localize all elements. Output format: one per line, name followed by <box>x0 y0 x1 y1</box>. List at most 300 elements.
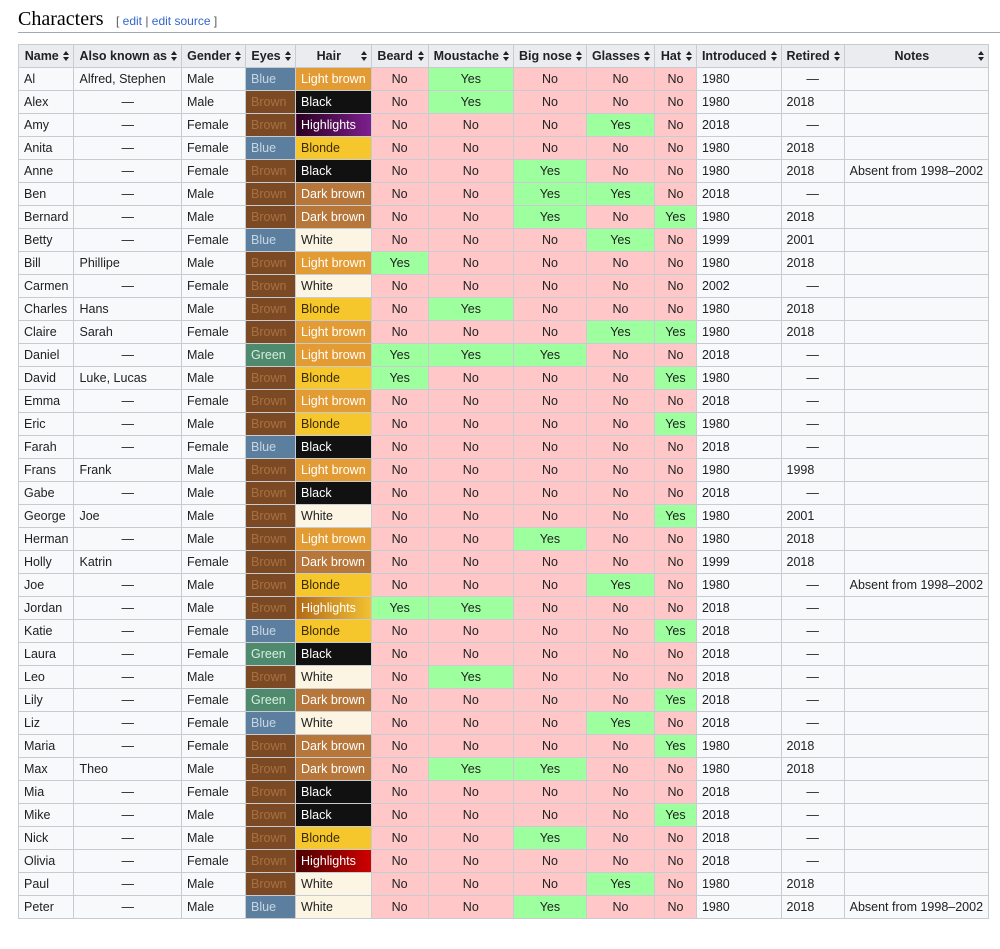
column-header-label: Notes <box>894 49 930 63</box>
cell-glasses: No <box>586 666 654 689</box>
cell-hat: No <box>654 896 696 919</box>
table-row <box>19 712 989 735</box>
cell-beard: No <box>371 873 428 896</box>
cell-glasses: No <box>586 850 654 873</box>
cell-introduced: 2018 <box>696 390 781 413</box>
cell-name: Bernard <box>19 206 74 229</box>
cell-introduced: 1980 <box>696 459 781 482</box>
cell-introduced: 1980 <box>696 206 781 229</box>
cell-hat: No <box>654 551 696 574</box>
cell-moustache: No <box>428 137 513 160</box>
cell-beard: No <box>371 574 428 597</box>
cell-name: George <box>19 505 74 528</box>
cell-beard: No <box>371 666 428 689</box>
table-row <box>19 896 989 919</box>
sort-icon[interactable] <box>771 51 777 62</box>
cell-notes <box>844 528 988 551</box>
cell-hat: Yes <box>654 689 696 712</box>
column-header-hair[interactable] <box>296 45 372 68</box>
cell-retired: — <box>781 482 844 505</box>
column-header-beard[interactable] <box>371 45 428 68</box>
sort-icon[interactable] <box>285 51 291 62</box>
cell-beard: No <box>371 206 428 229</box>
cell-hair: Highlights <box>296 850 372 873</box>
sort-icon[interactable] <box>503 51 509 62</box>
edit-source-link[interactable]: edit source <box>151 14 211 28</box>
cell-glasses: No <box>586 896 654 919</box>
cell-hat: No <box>654 137 696 160</box>
cell-hat: Yes <box>654 620 696 643</box>
cell-glasses: No <box>586 390 654 413</box>
cell-hat: No <box>654 390 696 413</box>
column-header-label: Moustache <box>433 49 499 63</box>
cell-gender: Female <box>182 850 246 873</box>
cell-aka: Sarah <box>74 321 182 344</box>
cell-hair: Black <box>296 482 372 505</box>
cell-moustache: No <box>428 482 513 505</box>
edit-link[interactable]: edit <box>122 14 142 28</box>
cell-moustache: No <box>428 183 513 206</box>
cell-beard: No <box>371 850 428 873</box>
column-header-gender[interactable] <box>182 45 246 68</box>
cell-hair: White <box>296 505 372 528</box>
cell-aka: — <box>74 229 182 252</box>
table-row <box>19 137 989 160</box>
cell-hair: Light brown <box>296 252 372 275</box>
cell-retired: 2018 <box>781 160 844 183</box>
cell-moustache: Yes <box>428 68 513 91</box>
table-row <box>19 735 989 758</box>
cell-retired: 2018 <box>781 896 844 919</box>
table-row <box>19 229 989 252</box>
cell-name: Anita <box>19 137 74 160</box>
cell-moustache: No <box>428 689 513 712</box>
cell-aka: — <box>74 712 182 735</box>
cell-eyes: Blue <box>246 896 296 919</box>
cell-beard: No <box>371 781 428 804</box>
cell-hair: Black <box>296 643 372 666</box>
cell-eyes: Blue <box>246 229 296 252</box>
cell-moustache: No <box>428 275 513 298</box>
cell-bignose: Yes <box>513 827 586 850</box>
cell-bignose: No <box>513 321 586 344</box>
cell-moustache: No <box>428 528 513 551</box>
table-row <box>19 344 989 367</box>
cell-aka: — <box>74 597 182 620</box>
cell-name: Betty <box>19 229 74 252</box>
cell-moustache: No <box>428 643 513 666</box>
cell-name: Frans <box>19 459 74 482</box>
column-header-hat[interactable] <box>654 45 696 68</box>
cell-hair: White <box>296 873 372 896</box>
cell-introduced: 2018 <box>696 666 781 689</box>
cell-aka: — <box>74 666 182 689</box>
cell-glasses: No <box>586 689 654 712</box>
cell-eyes: Brown <box>246 275 296 298</box>
cell-glasses: Yes <box>586 114 654 137</box>
cell-retired: — <box>781 183 844 206</box>
cell-introduced: 1980 <box>696 413 781 436</box>
cell-name: Anne <box>19 160 74 183</box>
cell-aka: — <box>74 781 182 804</box>
table-row <box>19 574 989 597</box>
column-header-glasses[interactable] <box>586 45 654 68</box>
cell-glasses: No <box>586 505 654 528</box>
cell-name: Holly <box>19 551 74 574</box>
cell-aka: — <box>74 413 182 436</box>
cell-moustache: No <box>428 390 513 413</box>
cell-bignose: No <box>513 873 586 896</box>
cell-eyes: Brown <box>246 413 296 436</box>
cell-hair: Highlights <box>296 597 372 620</box>
cell-name: Bill <box>19 252 74 275</box>
cell-retired: — <box>781 804 844 827</box>
cell-hat: Yes <box>654 735 696 758</box>
cell-gender: Male <box>182 528 246 551</box>
cell-name: Ben <box>19 183 74 206</box>
column-header-eyes[interactable] <box>246 45 296 68</box>
cell-bignose: No <box>513 482 586 505</box>
table-row <box>19 505 989 528</box>
cell-retired: 2018 <box>781 551 844 574</box>
column-header-aka[interactable] <box>74 45 182 68</box>
cell-moustache: No <box>428 620 513 643</box>
cell-gender: Female <box>182 551 246 574</box>
header-row <box>19 45 989 68</box>
cell-notes <box>844 321 988 344</box>
cell-hat: No <box>654 68 696 91</box>
cell-aka: — <box>74 850 182 873</box>
table-row <box>19 620 989 643</box>
cell-moustache: No <box>428 206 513 229</box>
cell-eyes: Green <box>246 344 296 367</box>
cell-gender: Male <box>182 68 246 91</box>
cell-notes: Absent from 1998–2002 <box>844 896 988 919</box>
cell-gender: Female <box>182 712 246 735</box>
cell-hat: No <box>654 850 696 873</box>
cell-moustache: Yes <box>428 758 513 781</box>
sort-icon[interactable] <box>63 51 69 62</box>
cell-notes <box>844 827 988 850</box>
cell-eyes: Blue <box>246 137 296 160</box>
cell-name: Al <box>19 68 74 91</box>
cell-retired: 2018 <box>781 137 844 160</box>
cell-beard: No <box>371 436 428 459</box>
cell-name: Nick <box>19 827 74 850</box>
cell-glasses: No <box>586 367 654 390</box>
cell-moustache: No <box>428 850 513 873</box>
cell-aka: — <box>74 528 182 551</box>
cell-aka: — <box>74 896 182 919</box>
table-row <box>19 781 989 804</box>
cell-introduced: 1999 <box>696 229 781 252</box>
cell-bignose: No <box>513 275 586 298</box>
cell-moustache: No <box>428 896 513 919</box>
cell-eyes: Blue <box>246 68 296 91</box>
cell-name: Liz <box>19 712 74 735</box>
cell-glasses: No <box>586 459 654 482</box>
column-header-label: Big nose <box>519 49 572 63</box>
cell-eyes: Brown <box>246 482 296 505</box>
cell-moustache: No <box>428 114 513 137</box>
cell-notes <box>844 551 988 574</box>
cell-moustache: Yes <box>428 298 513 321</box>
cell-bignose: No <box>513 137 586 160</box>
cell-beard: No <box>371 275 428 298</box>
cell-glasses: No <box>586 827 654 850</box>
cell-aka: — <box>74 390 182 413</box>
cell-introduced: 1980 <box>696 160 781 183</box>
cell-beard: Yes <box>371 597 428 620</box>
cell-hair: White <box>296 896 372 919</box>
sort-icon[interactable] <box>576 51 582 62</box>
cell-name: Claire <box>19 321 74 344</box>
cell-name: Olivia <box>19 850 74 873</box>
sort-icon[interactable] <box>171 51 177 62</box>
cell-name: Peter <box>19 896 74 919</box>
cell-notes <box>844 689 988 712</box>
cell-moustache: Yes <box>428 91 513 114</box>
cell-aka: Frank <box>74 459 182 482</box>
cell-bignose: No <box>513 804 586 827</box>
cell-beard: No <box>371 643 428 666</box>
cell-bignose: No <box>513 505 586 528</box>
cell-retired: — <box>781 597 844 620</box>
table-row <box>19 183 989 206</box>
cell-hair: Light brown <box>296 459 372 482</box>
cell-name: Paul <box>19 873 74 896</box>
cell-glasses: Yes <box>586 229 654 252</box>
cell-gender: Male <box>182 252 246 275</box>
cell-name: Eric <box>19 413 74 436</box>
cell-hat: No <box>654 344 696 367</box>
cell-introduced: 2018 <box>696 689 781 712</box>
cell-glasses: No <box>586 436 654 459</box>
cell-notes <box>844 413 988 436</box>
section-heading <box>18 6 1000 33</box>
table-row <box>19 298 989 321</box>
cell-introduced: 1980 <box>696 252 781 275</box>
sort-icon[interactable] <box>418 51 424 62</box>
cell-gender: Female <box>182 137 246 160</box>
cell-eyes: Blue <box>246 436 296 459</box>
cell-hat: No <box>654 482 696 505</box>
table-row <box>19 206 989 229</box>
column-header-retired[interactable] <box>781 45 844 68</box>
cell-beard: No <box>371 298 428 321</box>
cell-retired: — <box>781 344 844 367</box>
cell-beard: No <box>371 321 428 344</box>
table-row <box>19 459 989 482</box>
cell-notes: Absent from 1998–2002 <box>844 574 988 597</box>
cell-retired: 2001 <box>781 229 844 252</box>
cell-beard: No <box>371 712 428 735</box>
cell-bignose: Yes <box>513 160 586 183</box>
cell-hair: Dark brown <box>296 551 372 574</box>
cell-moustache: No <box>428 252 513 275</box>
cell-beard: No <box>371 413 428 436</box>
cell-glasses: No <box>586 252 654 275</box>
cell-aka: Phillipe <box>74 252 182 275</box>
cell-beard: No <box>371 160 428 183</box>
cell-bignose: No <box>513 850 586 873</box>
cell-beard: No <box>371 505 428 528</box>
cell-hair: White <box>296 666 372 689</box>
cell-eyes: Brown <box>246 367 296 390</box>
cell-introduced: 2018 <box>696 344 781 367</box>
cell-glasses: No <box>586 551 654 574</box>
cell-notes <box>844 758 988 781</box>
cell-name: Alex <box>19 91 74 114</box>
cell-glasses: No <box>586 804 654 827</box>
cell-gender: Female <box>182 643 246 666</box>
cell-bignose: No <box>513 114 586 137</box>
cell-notes <box>844 229 988 252</box>
cell-glasses: Yes <box>586 183 654 206</box>
cell-notes <box>844 873 988 896</box>
cell-hair: Blonde <box>296 298 372 321</box>
cell-bignose: Yes <box>513 896 586 919</box>
table-row <box>19 436 989 459</box>
cell-notes <box>844 367 988 390</box>
cell-notes <box>844 804 988 827</box>
cell-hair: White <box>296 229 372 252</box>
table-row <box>19 413 989 436</box>
cell-introduced: 2018 <box>696 781 781 804</box>
cell-moustache: No <box>428 413 513 436</box>
cell-introduced: 2018 <box>696 436 781 459</box>
cell-retired: — <box>781 275 844 298</box>
cell-notes: Absent from 1998–2002 <box>844 160 988 183</box>
cell-hat: Yes <box>654 804 696 827</box>
column-header-label: Beard <box>377 49 413 63</box>
cell-introduced: 2018 <box>696 850 781 873</box>
cell-retired: — <box>781 413 844 436</box>
cell-hat: Yes <box>654 413 696 436</box>
sort-icon[interactable] <box>644 51 650 62</box>
cell-notes <box>844 298 988 321</box>
sort-icon[interactable] <box>361 51 367 62</box>
cell-eyes: Brown <box>246 528 296 551</box>
column-header-bignose[interactable] <box>513 45 586 68</box>
cell-hair: Black <box>296 91 372 114</box>
cell-moustache: No <box>428 321 513 344</box>
cell-gender: Female <box>182 114 246 137</box>
cell-gender: Male <box>182 827 246 850</box>
cell-name: Max <box>19 758 74 781</box>
cell-hat: No <box>654 298 696 321</box>
table-row <box>19 551 989 574</box>
table-body <box>19 68 989 919</box>
sort-icon[interactable] <box>235 51 241 62</box>
cell-retired: — <box>781 666 844 689</box>
column-header-name[interactable] <box>19 45 74 68</box>
column-header-notes[interactable] <box>844 45 988 68</box>
cell-name: Laura <box>19 643 74 666</box>
cell-hair: Blonde <box>296 574 372 597</box>
cell-beard: No <box>371 804 428 827</box>
cell-introduced: 2002 <box>696 275 781 298</box>
cell-retired: 2018 <box>781 735 844 758</box>
cell-eyes: Brown <box>246 781 296 804</box>
cell-introduced: 1980 <box>696 735 781 758</box>
table-row <box>19 850 989 873</box>
cell-introduced: 2018 <box>696 827 781 850</box>
cell-beard: No <box>371 68 428 91</box>
table-row <box>19 689 989 712</box>
cell-hair: Dark brown <box>296 206 372 229</box>
cell-gender: Male <box>182 574 246 597</box>
cell-gender: Male <box>182 597 246 620</box>
column-header-introduced[interactable] <box>696 45 781 68</box>
cell-hair: Black <box>296 804 372 827</box>
cell-introduced: 1980 <box>696 505 781 528</box>
sort-icon[interactable] <box>686 51 692 62</box>
sort-icon[interactable] <box>978 51 984 62</box>
cell-bignose: No <box>513 551 586 574</box>
cell-aka: Theo <box>74 758 182 781</box>
cell-eyes: Blue <box>246 620 296 643</box>
table-row <box>19 367 989 390</box>
cell-beard: No <box>371 827 428 850</box>
table-row <box>19 597 989 620</box>
cell-retired: — <box>781 643 844 666</box>
cell-hat: No <box>654 643 696 666</box>
cell-gender: Male <box>182 298 246 321</box>
cell-gender: Male <box>182 413 246 436</box>
table-row <box>19 873 989 896</box>
cell-moustache: No <box>428 505 513 528</box>
cell-hat: Yes <box>654 206 696 229</box>
cell-aka: Luke, Lucas <box>74 367 182 390</box>
cell-hat: No <box>654 91 696 114</box>
cell-glasses: No <box>586 528 654 551</box>
cell-moustache: Yes <box>428 344 513 367</box>
table-row <box>19 252 989 275</box>
column-header-moustache[interactable] <box>428 45 513 68</box>
cell-name: Daniel <box>19 344 74 367</box>
cell-eyes: Brown <box>246 666 296 689</box>
cell-name: Carmen <box>19 275 74 298</box>
cell-retired: — <box>781 390 844 413</box>
cell-aka: — <box>74 689 182 712</box>
cell-introduced: 1999 <box>696 551 781 574</box>
cell-moustache: No <box>428 735 513 758</box>
cell-introduced: 1980 <box>696 574 781 597</box>
cell-name: Lily <box>19 689 74 712</box>
cell-hair: Dark brown <box>296 735 372 758</box>
characters-table <box>18 44 989 919</box>
cell-gender: Male <box>182 758 246 781</box>
cell-beard: No <box>371 735 428 758</box>
cell-introduced: 2018 <box>696 597 781 620</box>
cell-aka: — <box>74 206 182 229</box>
cell-aka: — <box>74 482 182 505</box>
sort-icon[interactable] <box>834 51 840 62</box>
cell-gender: Female <box>182 321 246 344</box>
cell-beard: No <box>371 620 428 643</box>
cell-bignose: No <box>513 390 586 413</box>
cell-name: Farah <box>19 436 74 459</box>
table-row <box>19 91 989 114</box>
cell-beard: No <box>371 390 428 413</box>
cell-name: Charles <box>19 298 74 321</box>
cell-glasses: Yes <box>586 873 654 896</box>
cell-bignose: No <box>513 689 586 712</box>
cell-notes <box>844 597 988 620</box>
cell-beard: No <box>371 482 428 505</box>
column-header-label: Hat <box>660 49 682 63</box>
